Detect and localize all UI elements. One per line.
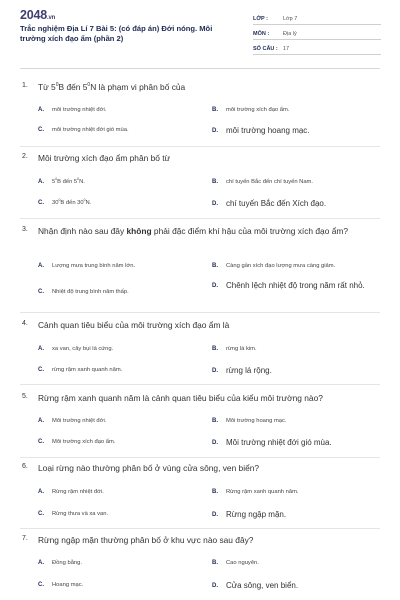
option-letter: C. (38, 439, 44, 445)
option-b[interactable] (212, 345, 382, 353)
option-d[interactable] (212, 125, 382, 136)
option-letter: C. (38, 582, 44, 588)
option-letter: B. (212, 560, 218, 566)
option-letter: D. (212, 127, 218, 134)
degree-sup: 0 (55, 177, 58, 182)
option-text: Rừng rậm xanh quanh năm. (226, 489, 299, 495)
option-b[interactable] (212, 488, 382, 496)
option-letter: B. (212, 263, 218, 269)
option-c[interactable] (38, 126, 208, 134)
question-divider (20, 384, 380, 385)
meta-row-class (253, 10, 381, 25)
option-text: xa van, cây bụi lá cứng. (52, 346, 114, 352)
option-letter: B. (212, 179, 218, 185)
option-letter: C. (38, 200, 44, 206)
option-b[interactable] (212, 559, 382, 567)
option-text: Cửa sông, ven biển. (226, 581, 299, 590)
option-text: Môi trường xích đạo ẩm. (52, 439, 116, 445)
meta-panel (253, 10, 381, 55)
option-text: Rừng rậm nhiệt đới. (52, 489, 104, 495)
meta-label: MÔN : (253, 31, 270, 37)
option-text: Rừng thưa và xa van. (52, 511, 109, 517)
option-letter: D. (212, 439, 218, 446)
meta-value: 17 (283, 46, 290, 52)
option-text: môi trường xích đạo ẩm. (226, 107, 290, 113)
option-c[interactable] (38, 581, 208, 589)
option-c[interactable] (38, 510, 208, 518)
page-title: Trắc nghiệm Địa Lí 7 Bài 5: (có đáp án) Đới nóng. Môi trường xích đạo ẩm (phần 2) (20, 24, 213, 43)
option-letter: A. (38, 418, 44, 424)
option-c[interactable] (38, 366, 208, 374)
logo-suffix: .vn (47, 15, 56, 21)
question-divider (20, 312, 380, 313)
option-text: Nhiệt độ trung bình năm thấp. (52, 289, 129, 295)
option-text (52, 199, 91, 207)
question-text: Rừng ngập mặn thường phân bố ở khu vực nào sau đây? (38, 535, 254, 545)
question-text (38, 82, 368, 93)
question-number: 2. (22, 153, 28, 160)
degree-sup: 0 (77, 177, 80, 182)
option-text: chí tuyến Bắc đến chí tuyến Nam. (226, 179, 314, 185)
degree-sup: 0 (87, 82, 91, 89)
question-text-part: Từ 5 (38, 82, 56, 92)
question-text: Cảnh quan tiêu biểu của môi trường xích đạo ẩm là (38, 320, 230, 330)
question-divider (20, 146, 380, 147)
question-divider (20, 218, 380, 219)
option-c[interactable] (38, 288, 208, 296)
meta-row-subject (253, 25, 381, 40)
meta-value: Địa lý (283, 31, 297, 37)
option-text: Càng gần xích đạo lượng mưa càng giảm. (226, 263, 336, 269)
option-text: Rừng ngập mặn. (226, 510, 287, 519)
option-letter: C. (38, 367, 44, 373)
option-letter: B. (212, 107, 218, 113)
question-text (38, 226, 368, 237)
option-text: rừng lá rộng. (226, 366, 272, 375)
degree-sup: 0 (55, 82, 59, 89)
option-d[interactable] (212, 509, 382, 520)
option-text: Môi trường hoang mạc. (226, 418, 287, 424)
option-b[interactable] (212, 178, 382, 186)
option-letter: A. (38, 179, 44, 185)
question-text-part: N là phạm vi phân bố của (90, 82, 186, 92)
question-text: Môi trường xích đạo ẩm phân bố từ (38, 153, 171, 163)
option-letter: C. (38, 511, 44, 517)
option-text: Đồng bằng. (52, 560, 82, 566)
option-text (52, 178, 85, 186)
logo-main: 2048 (20, 8, 48, 22)
header (0, 0, 400, 64)
degree-sup: 0 (58, 198, 61, 203)
option-letter: B. (212, 346, 218, 352)
option-text-part: 5 (52, 179, 56, 185)
option-d[interactable] (212, 280, 372, 291)
option-text: Môi trường nhiệt đới gió mùa. (226, 438, 332, 447)
option-b[interactable] (212, 262, 382, 270)
option-letter: B. (212, 418, 218, 424)
option-text: môi trường nhiệt đới. (52, 107, 107, 113)
question-text-part: Nhận định nào sau đây (38, 226, 127, 236)
question-text-part: phải đặc điểm khí hậu của môi trường xích đạo ẩm? (151, 226, 348, 236)
meta-label: LỚP : (253, 16, 268, 22)
option-a[interactable] (38, 106, 208, 114)
option-letter: B. (212, 489, 218, 495)
option-b[interactable] (212, 106, 382, 114)
option-d[interactable] (212, 437, 382, 448)
option-text-part: N. (79, 179, 85, 185)
question-divider (20, 457, 380, 458)
option-text-part: B đến 5 (57, 179, 78, 185)
option-letter: D. (212, 200, 218, 207)
option-letter: D. (212, 582, 218, 589)
meta-value: Lớp 7 (283, 16, 298, 22)
option-letter: A. (38, 560, 44, 566)
question-number: 3. (22, 226, 28, 233)
question-number: 7. (22, 535, 28, 542)
option-text: môi trường nhiệt đới gió mùa. (52, 127, 129, 133)
option-letter: C. (38, 289, 44, 295)
question-number: 6. (22, 463, 28, 470)
option-letter: A. (38, 107, 44, 113)
option-letter: D. (212, 511, 218, 518)
option-text: Hoang mạc. (52, 582, 84, 588)
question-number: 5. (22, 393, 28, 400)
question-number: 4. (22, 320, 28, 327)
option-text: rừng lá kim. (226, 346, 257, 352)
option-c[interactable] (38, 438, 208, 446)
option-letter: D. (212, 282, 218, 289)
option-letter: A. (38, 346, 44, 352)
option-d[interactable] (212, 365, 382, 376)
option-text: rừng rậm xanh quanh năm. (52, 367, 123, 373)
option-letter: A. (38, 263, 44, 269)
option-b[interactable] (212, 417, 382, 425)
option-text: Chênh lệch nhiệt độ trong năm rất nhỏ. (226, 281, 365, 290)
option-a[interactable] (38, 417, 208, 425)
question-text: Loại rừng nào thường phân bố ở vùng cửa sông, ven biển? (38, 463, 260, 473)
option-d[interactable] (212, 198, 382, 209)
meta-row-count (253, 40, 381, 55)
option-letter: C. (38, 127, 44, 133)
option-text: chí tuyến Bắc đến Xích đạo. (226, 199, 327, 208)
degree-sup: 0 (83, 198, 86, 203)
meta-label: SỐ CÂU : (253, 46, 278, 52)
option-d[interactable] (212, 580, 382, 591)
option-letter: D. (212, 367, 218, 374)
option-text-part: B đến 30 (60, 200, 84, 206)
option-c[interactable] (38, 199, 208, 207)
header-divider (20, 68, 380, 69)
option-text: môi trường hoang mạc. (226, 126, 310, 135)
option-text: Môi trường nhiệt đới. (52, 418, 107, 424)
option-text-part: N. (85, 200, 92, 206)
question-number: 1. (22, 82, 28, 89)
option-text-part: 30 (52, 200, 59, 206)
option-a[interactable] (38, 559, 208, 567)
question-emphasis: không (126, 226, 152, 236)
option-text: Cao nguyên. (226, 560, 259, 566)
question-text: Rừng rậm xanh quanh năm là cảnh quan tiêu biểu của kiểu môi trường nào? (38, 393, 323, 403)
question-divider (20, 528, 380, 529)
option-a[interactable] (38, 262, 208, 270)
option-a[interactable] (38, 488, 208, 496)
option-letter: A. (38, 489, 44, 495)
question-text-part: B đến 5 (58, 82, 88, 92)
option-text: Lượng mưa trung bình năm lớn. (52, 263, 136, 269)
option-a[interactable] (38, 178, 208, 186)
option-a[interactable] (38, 345, 208, 353)
